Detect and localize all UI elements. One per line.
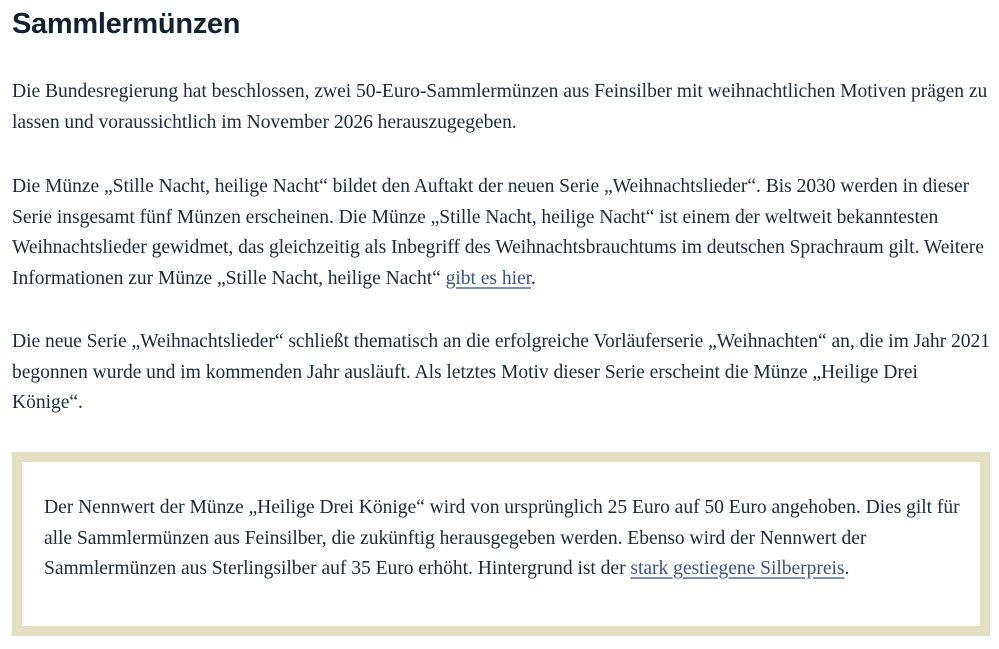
silver-price-link[interactable]: stark gestiegene Silberpreis — [630, 558, 845, 579]
predecessor-series-paragraph: Die neue Serie „Weihnachtslieder“ schließt thematisch an die erfolgreiche Vorläuferserie „Weihnachten“ an, die im Jahr 2021 begonnen wurde und im kommenden Jahr ausläuft. Als letztes Motiv dieser Serie erscheint die Münze „Heilige Drei Könige“. — [12, 331, 990, 413]
notice-box — [12, 452, 990, 636]
series-paragraph-end: . — [531, 267, 536, 289]
more-info-link[interactable]: gibt es hier — [445, 267, 532, 289]
notice-text: Der Nennwert der Münze „Heilige Drei Könige“ wird von ursprünglich 25 Euro auf 50 Euro angehoben. Dies gilt für alle Sammlermünzen aus Feinsilber, die zukünftig herausgegeben werden. Ebenso wird der Nennwert der Sammlermünzen aus Sterlingsilber auf 35 Euro erhöht. Hintergrund ist der — [44, 497, 960, 579]
notice-paragraph — [44, 493, 964, 585]
intro-paragraph: Die Bundesregierung hat beschlossen, zwei 50-Euro-Sammlermünzen aus Feinsilber mit weihnachtlichen Motiven prägen zu lassen und voraussichtlich im November 2026 herauszugegeben. — [12, 81, 988, 133]
series-paragraph — [12, 172, 992, 294]
page-title: Sammlermünzen — [12, 8, 241, 40]
series-paragraph-text: Die Münze „Stille Nacht, heilige Nacht“ bildet den Auftakt der neuen Serie „Weihnachtslieder“. Bis 2030 werden in dieser Serie insgesamt fünf Münzen erscheinen. Die Münze „Stille Nacht, heilige Nacht“ ist einem der weltweit bekanntesten Weihnachtslieder gewidmet, das gleichzeitig als Inbegriff des Weihnachtsbrauchtums im deutschen Sprachraum gilt. Weitere Informationen zur Münze „Stille Nacht, heilige Nacht“ — [12, 176, 984, 289]
notice-text-end: . — [844, 558, 850, 579]
